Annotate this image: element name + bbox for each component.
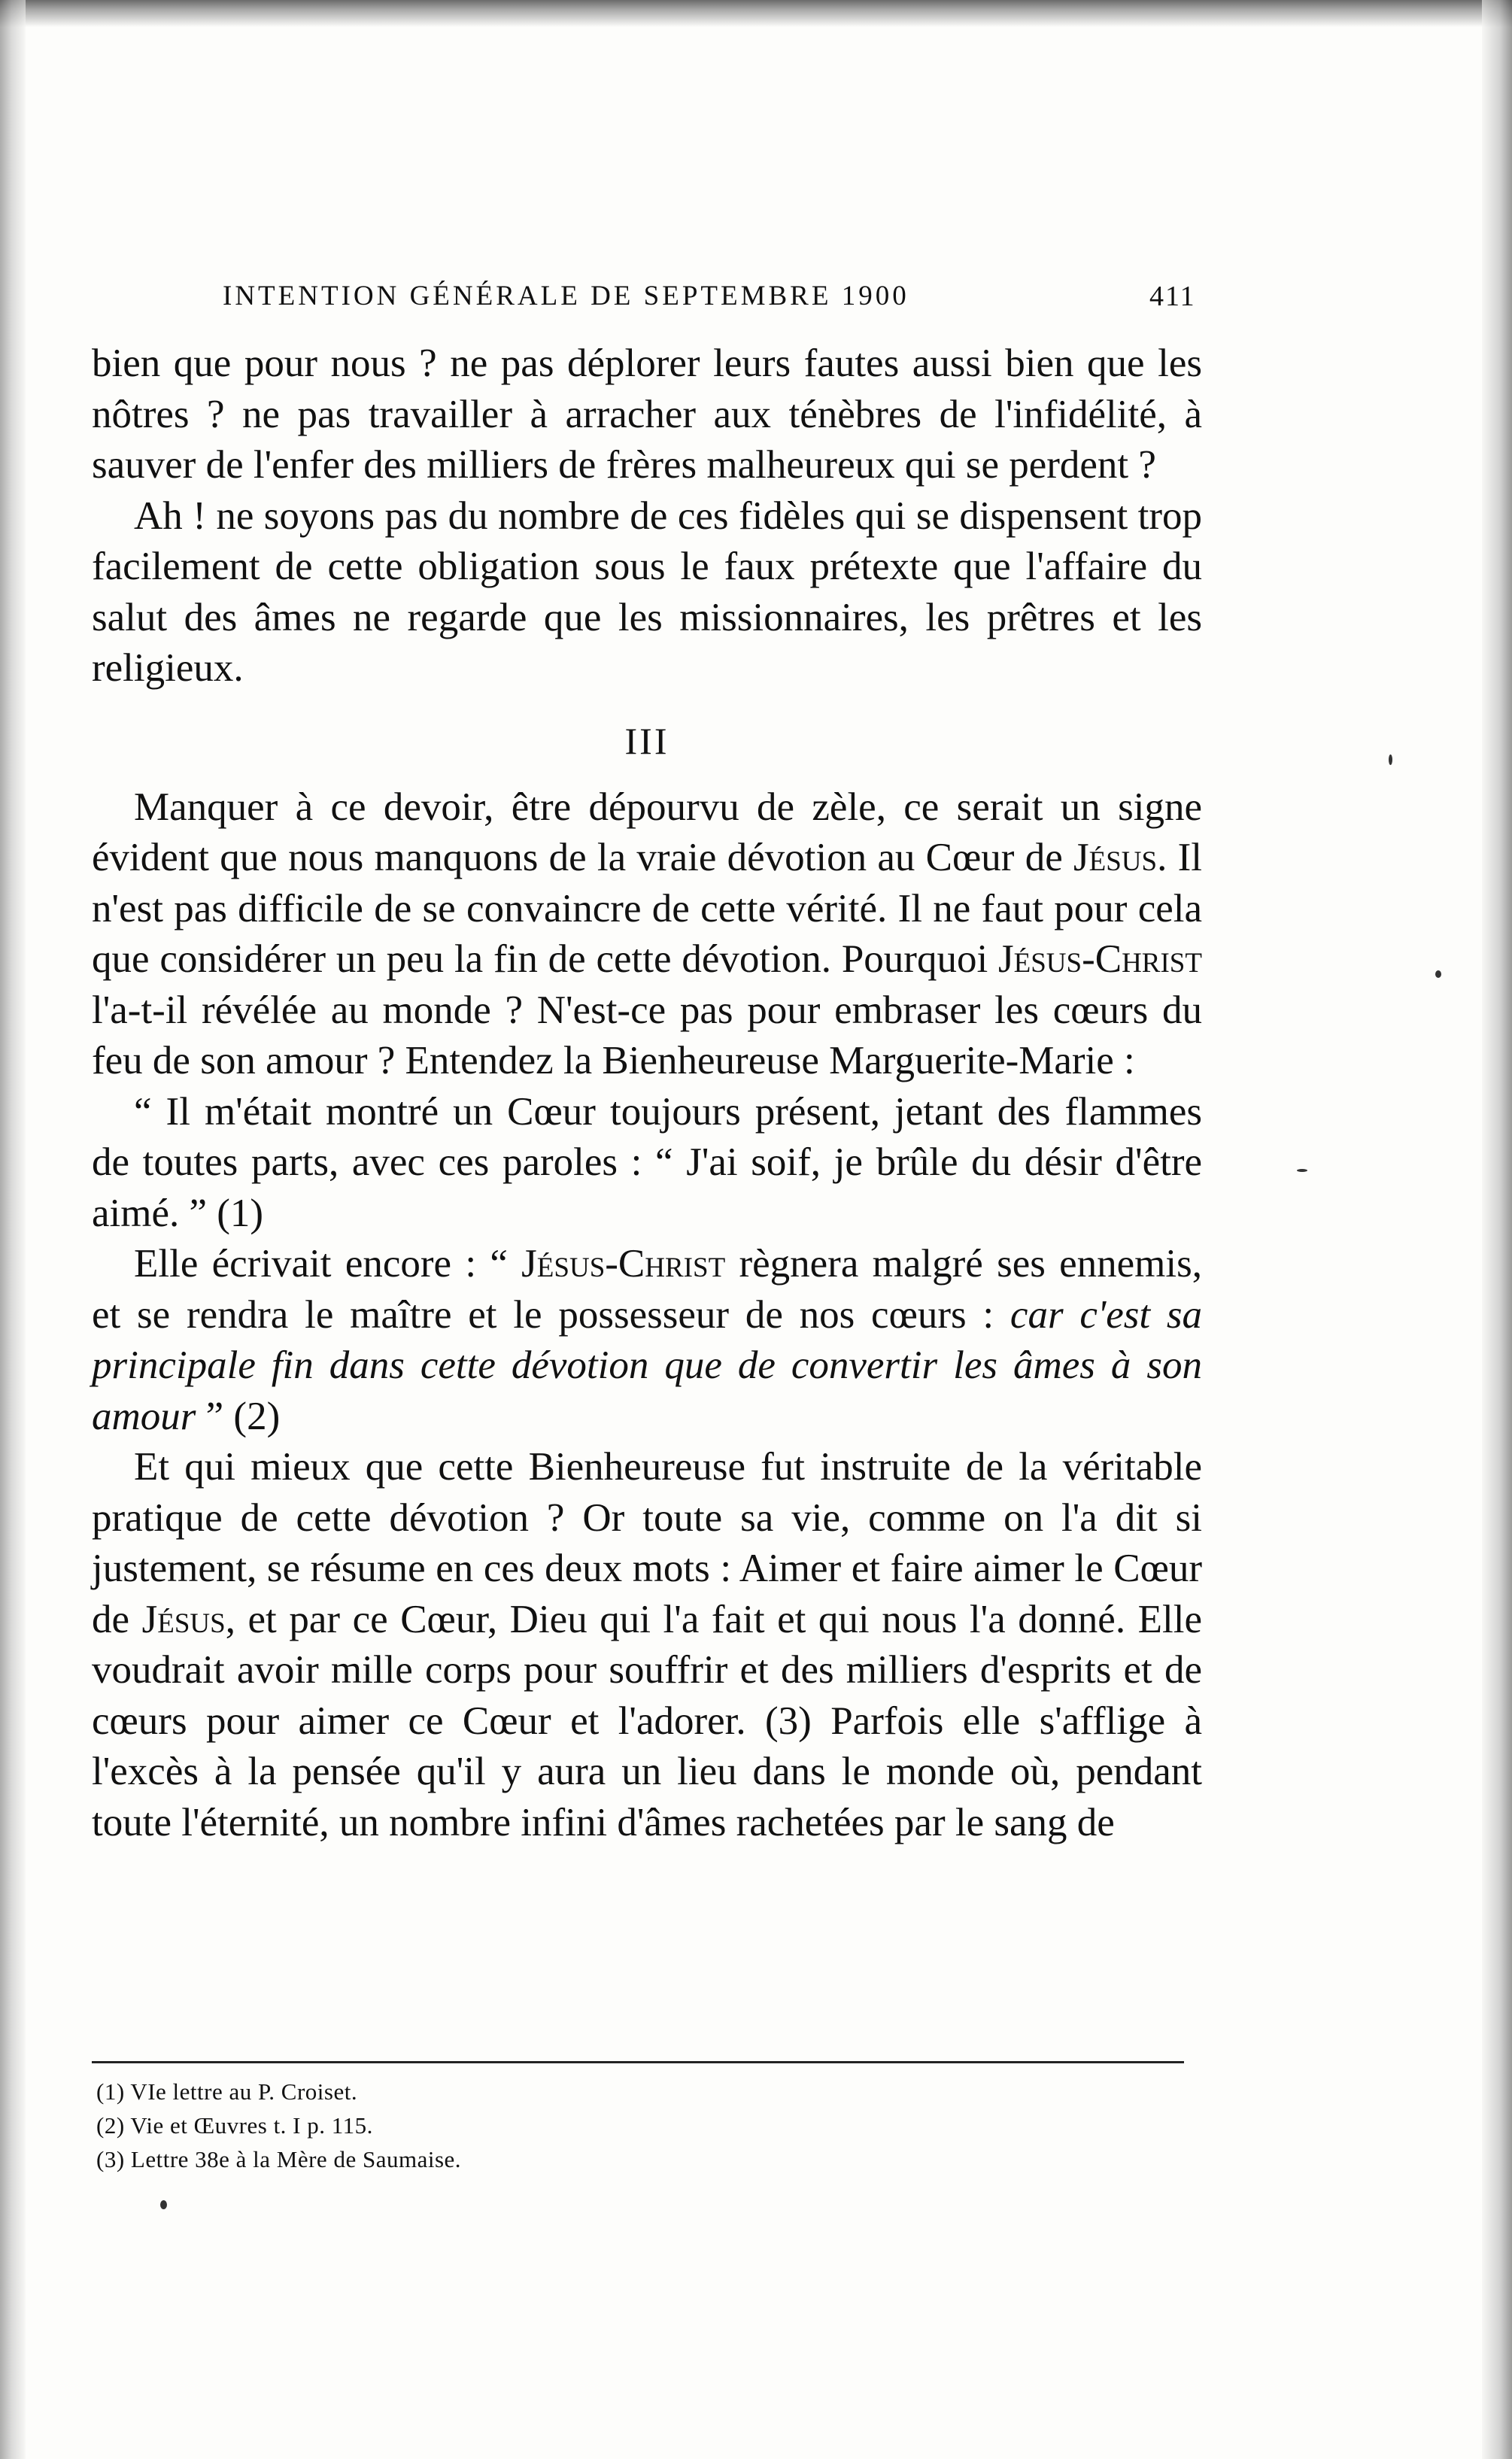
- text-run: l'a-t-il révélée au monde ? N'est-ce pas pour embraser les cœurs du feu de son amour ? Entendez la Bienheureuse Marguerite-Marie :: [92, 988, 1202, 1082]
- name-jesus-christ: Jésus-Christ: [997, 937, 1202, 981]
- footnote-3: (3) Lettre 38e à la Mère de Saumaise.: [96, 2146, 462, 2172]
- paragraph-quote: “ Il m'était montré un Cœur toujours présent, jetant des flammes de toutes parts, avec ces paroles : “ J'ai soif, je brûle du désir d'être aimé. ” (1): [92, 1089, 1202, 1235]
- scan-shadow-right: [1482, 0, 1512, 2459]
- text-run: règnera malgré ses ennemis, et se rendra le maître et le possesseur de nos cœurs :: [92, 1242, 1203, 1337]
- section-number: III: [624, 719, 669, 762]
- paragraph-elle-ecrivait: [92, 1239, 1202, 1442]
- text-run: Elle écrivait encore : “: [134, 1242, 522, 1286]
- footnote-rule: [92, 2061, 1184, 2063]
- footnotes: [96, 2075, 999, 2176]
- text-run: ” (2): [196, 1394, 281, 1438]
- body-text: [92, 338, 1202, 1848]
- scan-shadow-top: [0, 0, 1512, 27]
- footnote-1: (1) VIe lettre au P. Croiset.: [96, 2078, 358, 2105]
- ink-speck: [1389, 754, 1392, 765]
- paragraph-continuation: bien que pour nous ? ne pas déplorer leurs fautes aussi bien que les nôtres ? ne pas travailler à arracher aux ténèbres de l'infidélité, à sauver de l'enfer des milliers de frères malheureux qui se perdent ?: [92, 342, 1202, 487]
- page-number: 411: [1149, 281, 1196, 312]
- paragraph-ah: Ah ! ne soyons pas du nombre de ces fidèles qui se dispensent trop facilement de cette obligation sous le faux prétexte que l'affaire du salut des âmes ne regarde que les missionnaires, les prêtres et les religieux.: [92, 493, 1202, 690]
- name-jesus: Jésus: [141, 1597, 226, 1641]
- running-title: INTENTION GÉNÉRALE DE SEPTEMBRE 1900: [223, 281, 909, 311]
- text-run: . Il n'est pas difficile de se convaincre de cette vérité. Il ne faut pour cela que considérer un peu la fin de cette dévotion. Pourquoi: [92, 836, 1203, 981]
- paragraph-et-qui: [92, 1442, 1202, 1848]
- italic-quote: car c'est sa principale fin dans cette dévotion que de convertir les âmes à son amour: [92, 1292, 1202, 1438]
- footnote-2: (2) Vie et Œuvres t. I p. 115.: [96, 2112, 373, 2139]
- ink-speck: [160, 2200, 167, 2209]
- text-run: Et qui mieux que cette Bienheureuse fut instruite de la véritable pratique de cette dévotion ? Or toute sa vie, comme on l'a dit si justement, se résume en ces deux mots : Aimer et faire aimer le Cœur de: [92, 1445, 1202, 1641]
- name-jesus-christ: Jésus-Christ: [521, 1242, 726, 1286]
- scan-shadow-left: [0, 0, 26, 2459]
- text-run: , et par ce Cœur, Dieu qui l'a fait et qui nous l'a donné. Elle voudrait avoir mille corps pour souffrir et des milliers d'esprits et de cœurs pour aimer ce Cœur et l'adorer. (3) Parfois elle s'afflige à l'excès à la pensée qu'il y aura un lieu dans le monde où, pendant toute l'éternité, un nombre infini d'âmes rachetées par le sang de: [92, 1597, 1202, 1844]
- ink-speck: [1435, 970, 1441, 978]
- name-jesus: Jésus: [1073, 836, 1158, 879]
- paragraph-manquer: [92, 782, 1202, 1087]
- text-run: Manquer à ce devoir, être dépourvu de zèle, ce serait un signe évident que nous manquons de la vraie dévotion au Cœur de: [92, 785, 1202, 879]
- ink-speck: [1297, 1169, 1307, 1172]
- running-header: [223, 280, 1201, 325]
